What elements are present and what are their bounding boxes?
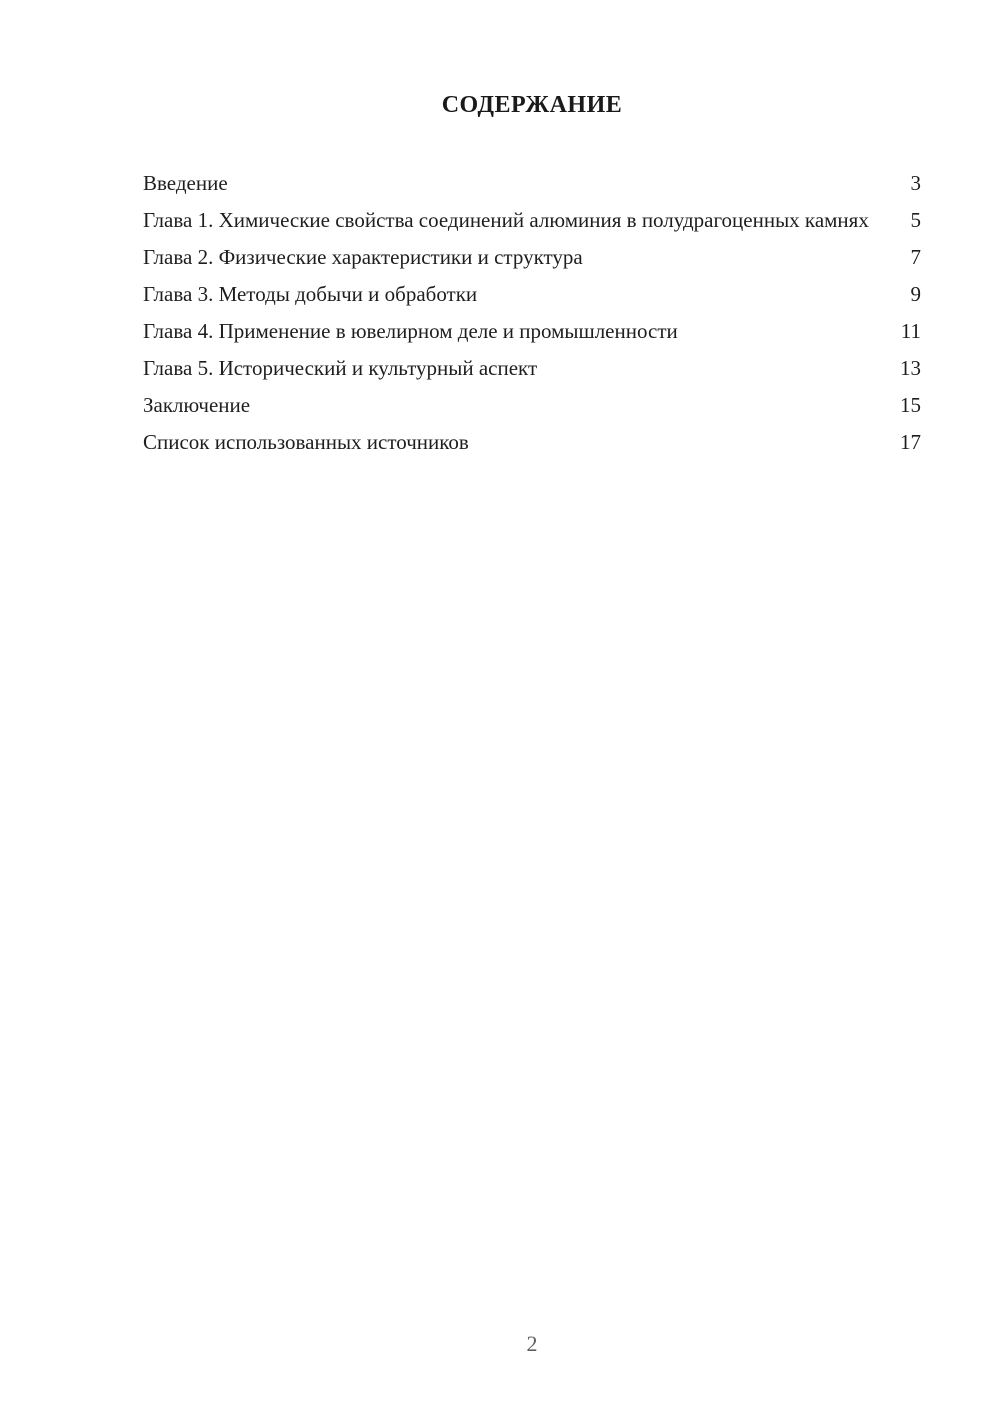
toc-entry-page: 15 (900, 393, 921, 417)
toc-entry-page: 17 (900, 430, 921, 454)
toc-entry-page: 3 (910, 171, 921, 195)
toc-entry-label: Глава 1. Химические свойства соединений алюминия в полудрагоценных камнях (143, 208, 869, 232)
toc-entry-label: Введение (143, 171, 228, 195)
page-content (143, 0, 921, 465)
toc-entry-page: 11 (900, 319, 921, 343)
toc-title: СОДЕРЖАНИЕ (441, 92, 623, 118)
toc-entry (143, 243, 921, 271)
toc-entry (143, 428, 921, 456)
toc-entry-label: Глава 3. Методы добычи и обработки (143, 282, 478, 306)
toc-entry (143, 206, 921, 234)
toc-entry (143, 280, 921, 308)
toc-entry (143, 354, 921, 382)
toc-entry-label: Заключение (143, 393, 251, 417)
toc-entry-label: Глава 2. Физические характеристики и структура (143, 245, 583, 269)
toc-entry (143, 169, 921, 197)
page-number-footer: 2 (526, 1331, 538, 1356)
toc-entry-page: 13 (900, 356, 921, 380)
toc-entry-label: Глава 4. Применение в ювелирном деле и промышленности (143, 319, 678, 343)
toc-entry-page: 5 (910, 208, 921, 232)
toc-entry (143, 391, 921, 419)
toc-list (143, 169, 921, 456)
toc-entry-label: Глава 5. Исторический и культурный аспект (143, 356, 538, 380)
toc-entry-page: 9 (910, 282, 921, 306)
toc-entry (143, 317, 921, 345)
toc-entry-label: Список использованных источников (143, 430, 469, 454)
toc-entry-page: 7 (910, 245, 921, 269)
